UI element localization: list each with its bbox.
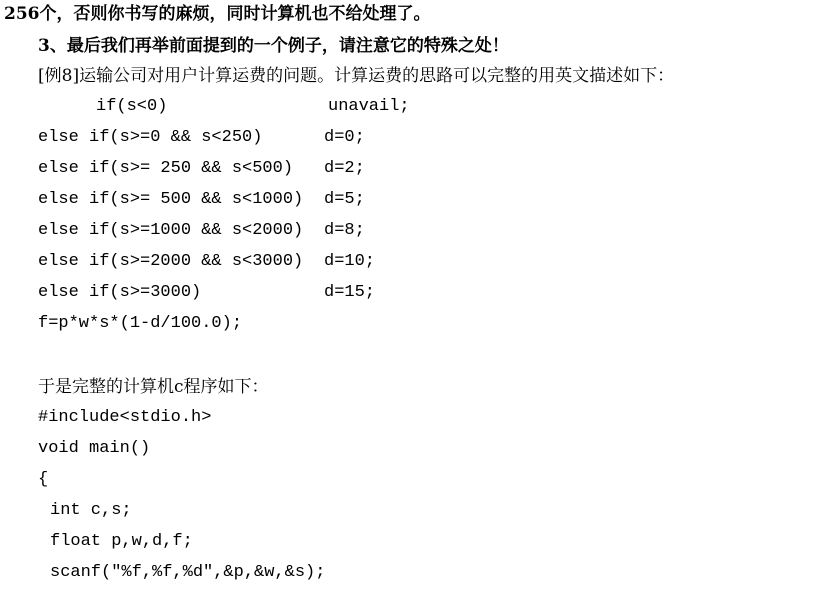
code-line: d=15;: [324, 283, 376, 302]
code-line: d=10;: [324, 252, 376, 271]
text-line: 3、最后我们再举前面提到的一个例子，请注意它的特殊之处！: [38, 36, 509, 56]
code-line: void main(): [38, 439, 151, 458]
code-line: float p,w,d,f;: [50, 532, 193, 551]
code-line: else if(s>=1000 && s<2000): [38, 221, 304, 240]
code-line: else if(s>=2000 && s<3000): [38, 252, 304, 271]
text-line: [例8]运输公司对用户计算运费的问题。计算运费的思路可以完整的用英文描述如下：: [38, 66, 675, 86]
text-line: 256个，否则你书写的麻烦，同时计算机也不给处理了。: [4, 4, 431, 24]
code-line: else if(s>= 250 && s<500): [38, 159, 294, 178]
code-line: else if(s>=3000): [38, 283, 202, 302]
code-line: d=0;: [324, 128, 365, 147]
code-line: if(s<0): [96, 97, 168, 116]
code-line: else if(s>=0 && s<250): [38, 128, 263, 147]
code-line: unavail;: [328, 97, 410, 116]
code-line: scanf("%f,%f,%d",&p,&w,&s);: [50, 563, 326, 582]
code-line: else if(s>= 500 && s<1000): [38, 190, 304, 209]
code-line: d=8;: [324, 221, 365, 240]
code-line: int c,s;: [50, 501, 132, 520]
code-line: d=2;: [324, 159, 365, 178]
text-line: 于是完整的计算机c程序如下：: [38, 377, 269, 397]
code-line: {: [38, 470, 49, 489]
code-line: d=5;: [324, 190, 365, 209]
code-line: #include<stdio.h>: [38, 408, 212, 427]
code-line: f=p*w*s*(1-d/100.0);: [38, 314, 243, 333]
